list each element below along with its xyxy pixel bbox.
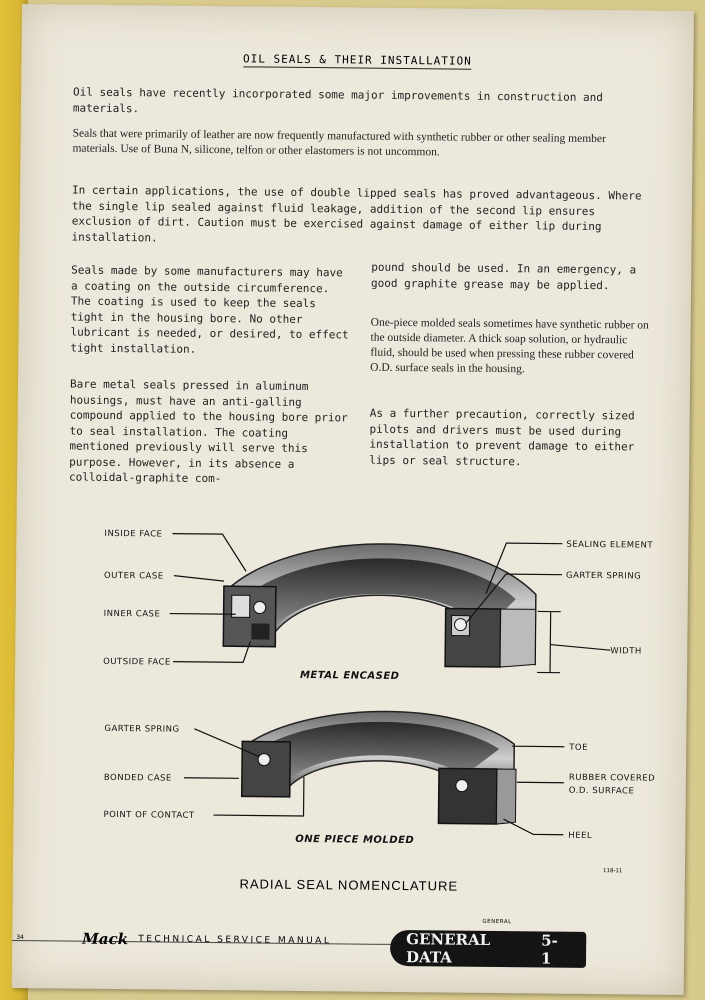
page-footer bbox=[12, 914, 685, 981]
one-piece-molded-seal-drawing bbox=[241, 710, 516, 824]
materials-paragraph: Seals that were primarily of leather are now frequently manufactured with synthetic rubber or other sealing member materials. Use of Buna N, silicone, telfon or other elastomers is not uncommon. bbox=[72, 127, 606, 159]
aluminum-housing-paragraph: Bare metal seals pressed in aluminum housings, must have an anti-galling compound applied to the housing bore prior to seal installation. The coating mentioned previously will serve this purpose. However, in its absence a colloidal-graphite com- bbox=[68, 377, 348, 486]
page-title bbox=[21, 50, 693, 70]
sealing-element-label: SEALING ELEMENT bbox=[566, 539, 654, 551]
figure-code: 118-11 bbox=[602, 868, 623, 875]
inside-face-label: INSIDE FACE bbox=[104, 528, 163, 540]
rubber-covered-label: RUBBER COVERED bbox=[568, 772, 656, 784]
inner-case-label: INNER CASE bbox=[103, 608, 161, 620]
toe-label: TOE bbox=[569, 742, 589, 753]
metal-encased-caption: METAL ENCASED bbox=[299, 669, 400, 682]
mack-logo: Mack bbox=[82, 929, 129, 949]
double-lip-paragraph: In certain applications, the use of double lipped seals has proved advantageous. Where the single lip sealed against fluid leakage, addition of the second lip ensures exclusion of dirt. Caution must be exercised against damage of either lip during installation. bbox=[71, 183, 642, 244]
section-title: GENERAL DATA bbox=[405, 930, 491, 967]
outer-case-label: OUTER CASE bbox=[103, 570, 164, 582]
heel-label: HEEL bbox=[568, 830, 593, 842]
od-surface-label: O.D. SURFACE bbox=[568, 785, 635, 797]
garter-spring-label-bottom: GARTER SPRING bbox=[104, 723, 180, 735]
graphite-paragraph: pound should be used. In an emergency, a good graphite grease may be applied. bbox=[371, 260, 637, 292]
point-of-contact-label: POINT OF CONTACT bbox=[103, 809, 195, 821]
metal-encased-seal-drawing bbox=[223, 542, 536, 667]
section-small-label: GENERAL bbox=[482, 918, 512, 926]
garter-spring-label-top: GARTER SPRING bbox=[565, 570, 642, 582]
page-ref: 34 bbox=[16, 933, 24, 942]
bonded-case-label: BONDED CASE bbox=[103, 772, 172, 784]
intro-paragraph: Oil seals have recently incorporated some major improvements in construction and materials. bbox=[72, 85, 603, 115]
outside-face-label: OUTSIDE FACE bbox=[103, 656, 171, 668]
molded-seals-paragraph: One-piece molded seals sometimes have synthetic rubber on the outside diameter. A thick soap solution, or hydraulic fluid, should be used when pressing these rubber covered O.D. surface seals in the housing. bbox=[370, 316, 649, 376]
manual-name: TECHNICAL SERVICE MANUAL bbox=[138, 934, 332, 947]
page-title-text: OIL SEALS & THEIR INSTALLATION bbox=[243, 52, 472, 68]
section-badge bbox=[390, 930, 586, 968]
manual-page bbox=[12, 4, 694, 995]
one-piece-molded-caption: ONE PIECE MOLDED bbox=[295, 833, 415, 847]
coating-paragraph: Seals made by some manufacturers may have a coating on the outside circumference. The coating is used to keep the seals tight in the housing bore. No other lubricant is needed, or desired, to effect tight installation. bbox=[70, 263, 349, 356]
page-number: 5-1 bbox=[540, 931, 558, 968]
width-label: WIDTH bbox=[610, 646, 642, 657]
seal-diagram bbox=[63, 509, 667, 855]
precaution-paragraph: As a further precaution, correctly sized pilots and drivers must be used during installation to prevent damage to either lips or seal structure. bbox=[369, 406, 635, 468]
figure-title: RADIAL SEAL NOMENCLATURE bbox=[239, 876, 459, 894]
